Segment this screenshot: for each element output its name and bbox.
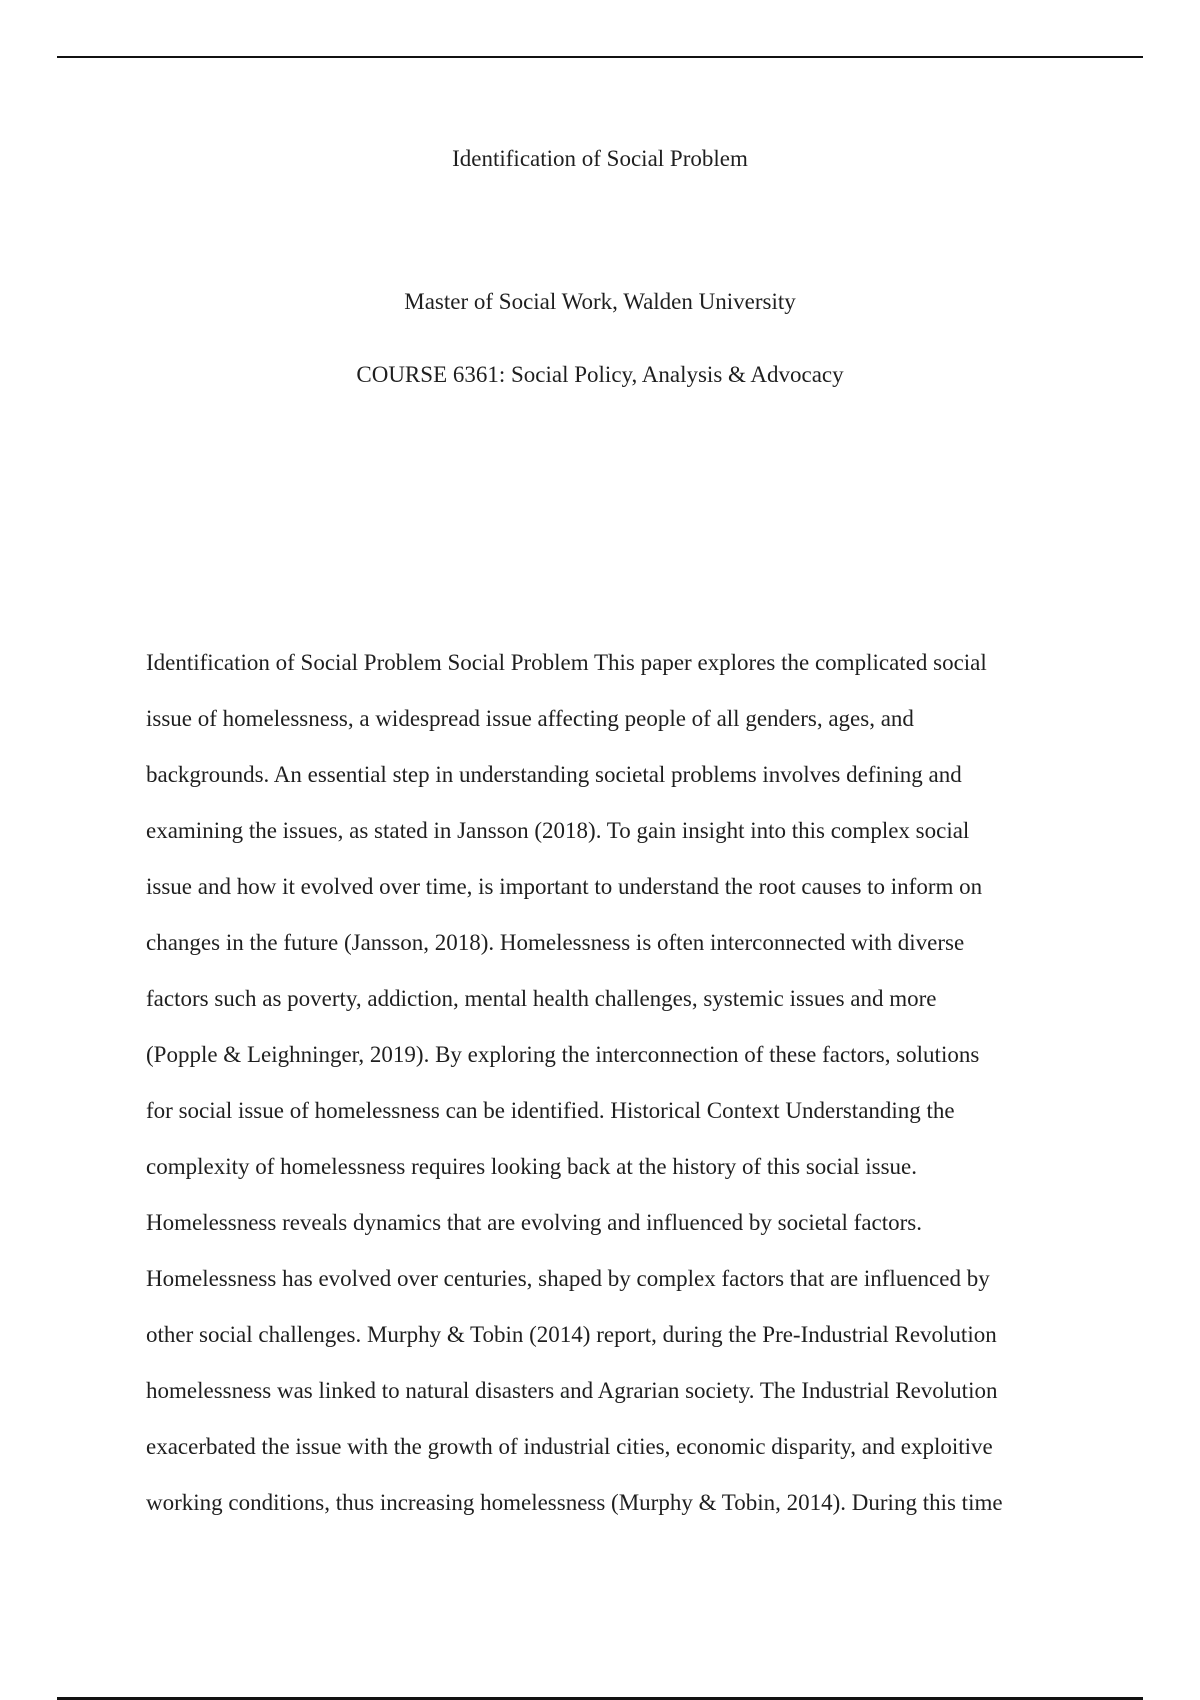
body-line: examining the issues, as stated in Jansson (2018). To gain insight into this complex social xyxy=(146,818,970,843)
body-line: Homelessness has evolved over centuries, shaped by complex factors that are influenced by xyxy=(146,1266,990,1291)
body-line: complexity of homelessness requires looking back at the history of this social issue. xyxy=(146,1154,917,1179)
body-line: (Popple & Leighninger, 2019). By exploring the interconnection of these factors, solutions xyxy=(146,1042,980,1067)
body-line: exacerbated the issue with the growth of industrial cities, economic disparity, and exploitive xyxy=(146,1434,993,1459)
document-title: Identification of Social Problem xyxy=(452,146,748,171)
body-line: Homelessness reveals dynamics that are evolving and influenced by societal factors. xyxy=(146,1210,922,1235)
top-rule xyxy=(57,56,1143,58)
body-line: for social issue of homelessness can be identified. Historical Context Understanding the xyxy=(146,1098,955,1123)
body-line: homelessness was linked to natural disasters and Agrarian society. The Industrial Revolution xyxy=(146,1378,998,1403)
body-line: factors such as poverty, addiction, mental health challenges, systemic issues and more xyxy=(146,986,937,1011)
course-line: COURSE 6361: Social Policy, Analysis & Advocacy xyxy=(356,362,844,387)
body-text xyxy=(146,648,1066,1544)
body-line: issue of homelessness, a widespread issue affecting people of all genders, ages, and xyxy=(146,706,914,731)
program-line: Master of Social Work, Walden University xyxy=(404,289,796,314)
body-line: changes in the future (Jansson, 2018). Homelessness is often interconnected with diverse xyxy=(146,930,965,955)
body-line: issue and how it evolved over time, is important to understand the root causes to inform on xyxy=(146,874,983,899)
body-line: other social challenges. Murphy & Tobin (2014) report, during the Pre-Industrial Revolution xyxy=(146,1322,997,1347)
body-line: working conditions, thus increasing homelessness (Murphy & Tobin, 2014). During this time xyxy=(146,1490,1003,1515)
body-line: backgrounds. An essential step in understanding societal problems involves defining and xyxy=(146,762,962,787)
body-line: Identification of Social Problem Social Problem This paper explores the complicated social xyxy=(146,650,987,675)
